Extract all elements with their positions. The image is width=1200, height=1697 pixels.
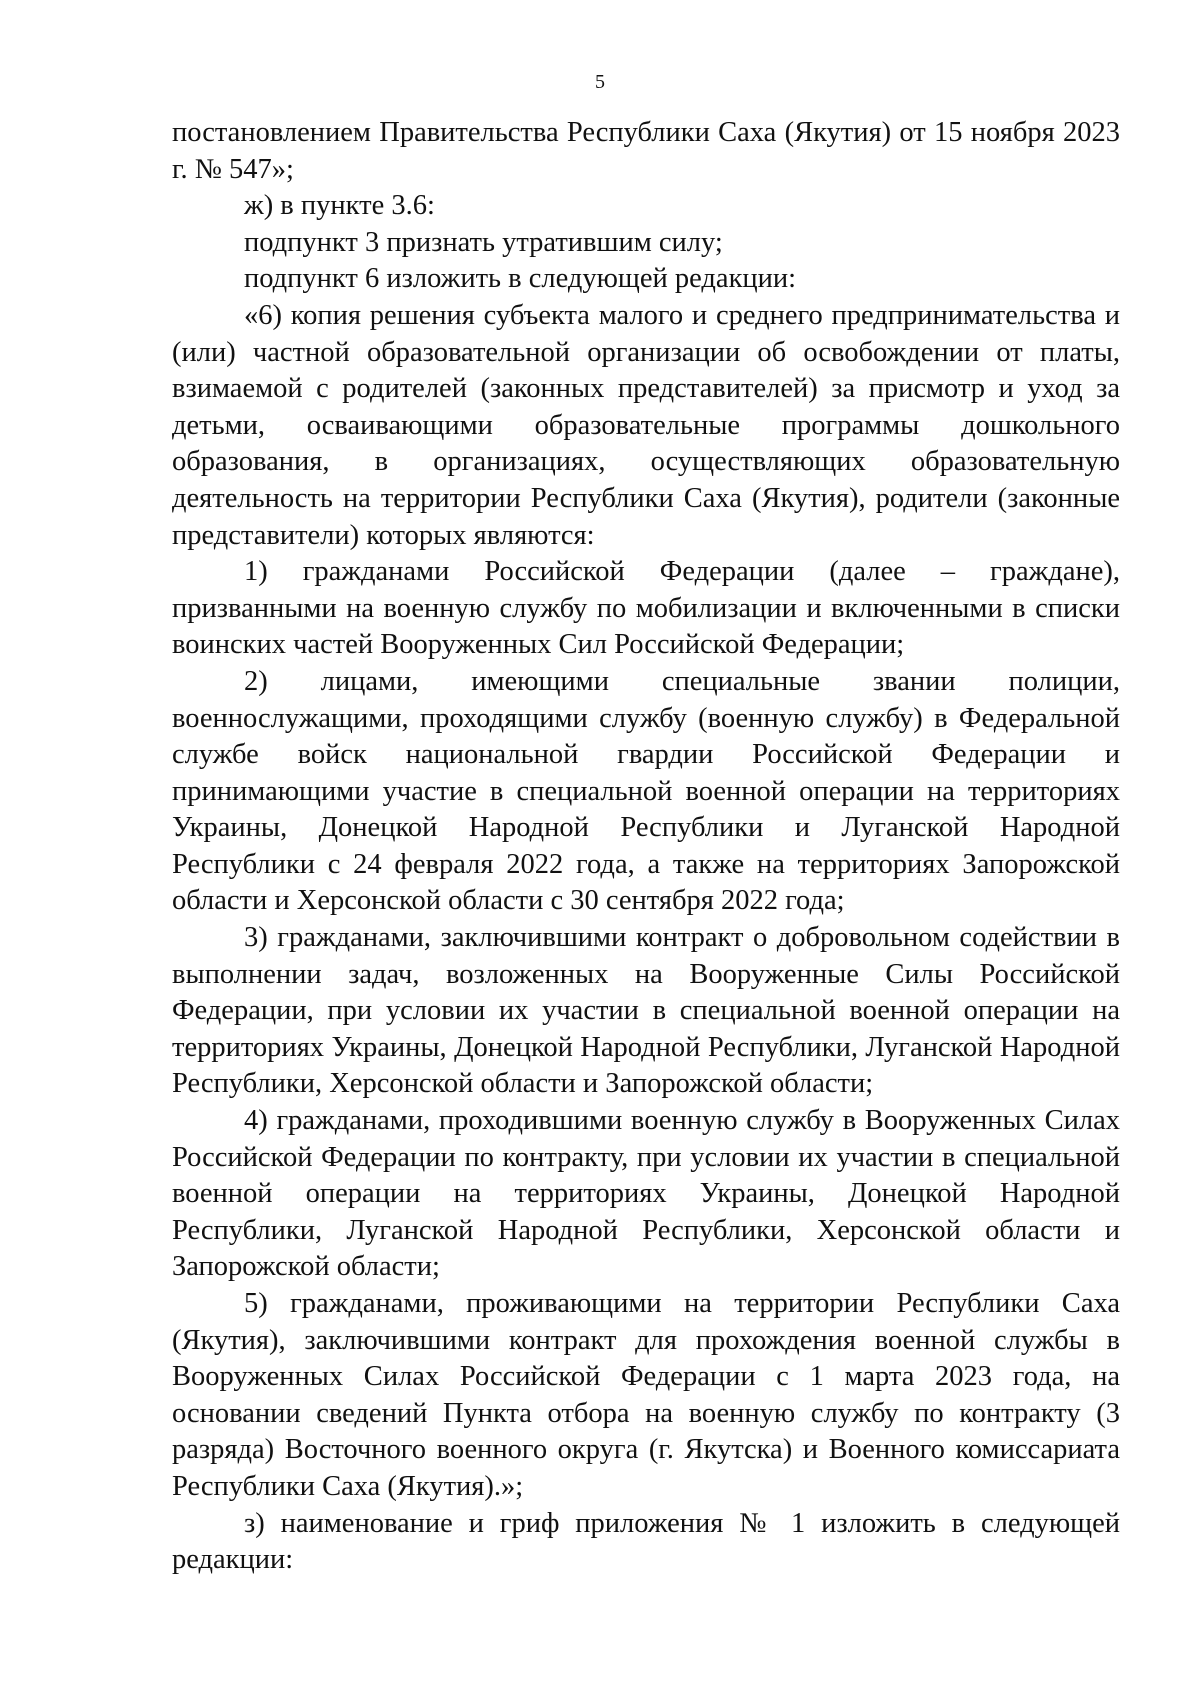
paragraph-item-zh: ж) в пункте 3.6:	[244, 190, 435, 222]
list-item-3: 3) гражданами, заключившими контракт о добровольном содействии в выполнении задач, возложенных на Вооруженные Силы Российской Федерации, при условии их участии в специальной военной операции на территориях Украины, Донецкой Народной Республики, Луганской Народной Республики, Херсонской области и Запорожской области;	[172, 922, 1120, 1100]
paragraph-item-z: з) наименование и гриф приложения № 1 изложить в следующей редакции:	[172, 1507, 1120, 1576]
page-number: 5	[595, 71, 605, 93]
list-item-5: 5) гражданами, проживающими на территории Республики Саха (Якутия), заключившими контракт для прохождения военной службы в Вооруженных Силах Российской Федерации с 1 марта 2023 года, на основании сведений Пункта отбора на военную службу по контракту (3 разряда) Восточного военного округа (г. Якутска) и Военного комиссариата Республики Саха (Якутия).»;	[172, 1288, 1120, 1502]
paragraph-quote-6: «6) копия решения субъекта малого и среднего предпринимательства и (или) частной образовательной организации об освобождении от платы, взимаемой с родителей (законных представителей) за присмотр и уход за детьми, осваивающими образовательные программы дошкольного образования, в организациях, осуществляющих образовательную деятельность на территории Республики Саха (Якутия), родители (законные представители) которых являются:	[172, 299, 1120, 551]
list-item-2: 2) лицами, имеющими специальные звании полиции, военнослужащими, проходящими службу (военную службу) в Федеральной службе войск национальной гвардии Российской Федерации и принимающими участие в специальной военной операции на территориях Украины, Донецкой Народной Республики и Луганской Народной Республики с 24 февраля 2022 года, а также на территориях Запорожской области и Херсонской области с 30 сентября 2022 года;	[172, 665, 1120, 917]
list-item-1: 1) гражданами Российской Федерации (далее – граждане), призванными на военную службу по мобилизации и включенными в списки воинских частей Вооруженных Сил Российской Федерации;	[172, 556, 1120, 661]
paragraph-subitem-6: подпункт 6 изложить в следующей редакции:	[244, 263, 797, 295]
paragraph-subitem-3: подпункт 3 признать утратившим силу;	[244, 226, 723, 258]
document-body	[172, 115, 1120, 1579]
list-item-4: 4) гражданами, проходившими военную службу в Вооруженных Силах Российской Федерации по контракту, при условии их участии в специальной военной операции на территориях Украины, Донецкой Народной Республики, Луганской Народной Республики, Херсонской области и Запорожской области;	[172, 1105, 1120, 1283]
paragraph-continuation: постановлением Правительства Республики Саха (Якутия) от 15 ноября 2023 г. № 547»;	[172, 117, 1120, 185]
